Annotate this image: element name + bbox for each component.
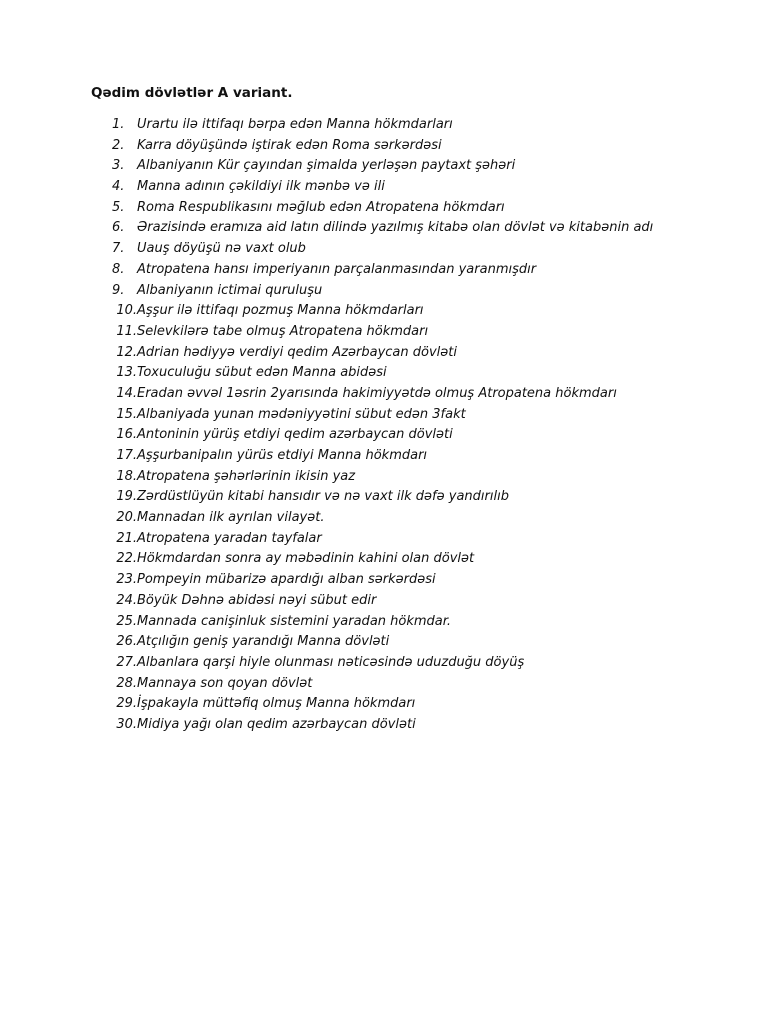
list-item — [112, 156, 752, 177]
list-item-text: Karra döyüşündə iştirak edən Roma sərkərdəsi — [137, 137, 442, 153]
list-item-number: 28. — [116, 675, 137, 691]
list-item — [112, 425, 752, 446]
question-list — [112, 115, 752, 736]
list-item-text: Albaniyada yunan mədəniyyətini sübut edən 3fakt — [137, 406, 466, 422]
list-item-number: 3. — [112, 158, 125, 174]
list-item — [112, 694, 752, 715]
list-item-text: Böyük Dəhnə abidəsi nəyi sübut edir — [137, 592, 377, 608]
list-item — [112, 363, 752, 384]
list-item — [112, 446, 752, 467]
list-item-number: 29. — [116, 696, 137, 712]
list-item-text: Atropatena şəhərlərinin ikisin yaz — [137, 468, 356, 484]
list-item-text: Albaniyanın Kür çayından şimalda yerləşən paytaxt şəhəri — [137, 158, 516, 174]
list-item — [112, 549, 752, 570]
list-item-text: Antoninin yürüş etdiyi qedim azərbaycan dövləti — [137, 427, 453, 443]
list-item — [112, 591, 752, 612]
list-item-number: 7. — [112, 241, 125, 257]
list-item-text: Atropatena hansı imperiyanın parçalanmasından yaranmışdır — [137, 261, 537, 277]
list-item-text: Aşşur ilə ittifaqı pozmuş Manna hökmdarları — [137, 303, 424, 319]
list-item — [112, 281, 752, 302]
list-item-number: 16. — [116, 427, 137, 443]
list-item — [112, 529, 752, 550]
list-item-text: Roma Respublikasını məğlub edən Atropatena hökmdarı — [137, 199, 505, 215]
list-item-number: 30. — [116, 716, 137, 732]
list-item-text: Atropatena yaradan tayfalar — [137, 530, 322, 546]
list-item-text: Uauş döyüşü nə vaxt olub — [137, 241, 306, 257]
list-item-text: Toxuculuğu sübut edən Manna abidəsi — [137, 365, 387, 381]
list-item — [112, 612, 752, 633]
list-item-number: 25. — [116, 613, 137, 629]
list-item-text: Eradan əvvəl 1əsrin 2yarısında hakimiyyətdə olmuş Atropatena hökmdarı — [137, 385, 617, 401]
list-item — [112, 632, 752, 653]
list-item-text: İşpakayla müttəfiq olmuş Manna hökmdarı — [137, 696, 416, 712]
list-item — [112, 198, 752, 219]
list-item-text: Adrian hədiyyə verdiyi qedim Azərbaycan dövləti — [137, 344, 457, 360]
list-item-text: Zərdüstlüyün kitabi hansıdır və nə vaxt ilk dəfə yandırılıb — [137, 489, 509, 505]
list-item — [112, 715, 752, 736]
list-item-number: 19. — [116, 489, 137, 505]
list-item-text: Mannadan ilk ayrılan vilayət. — [137, 510, 325, 526]
list-item-number: 22. — [116, 551, 137, 567]
list-item-number: 10. — [116, 303, 137, 319]
list-item-number: 21. — [116, 530, 137, 546]
list-item-number: 27. — [116, 654, 137, 670]
list-item-text: Albaniyanın ictimai quruluşu — [137, 282, 323, 298]
list-item-number: 20. — [116, 510, 137, 526]
list-item-number: 14. — [116, 385, 137, 401]
list-item — [112, 177, 752, 198]
list-item — [112, 343, 752, 364]
list-item — [112, 570, 752, 591]
list-item-number: 1. — [112, 117, 125, 132]
list-item-text: Mannaya son qoyan dövlət — [137, 675, 313, 691]
list-item — [112, 322, 752, 343]
list-item-text: Atçılığın geniş yarandığı Manna dövləti — [137, 634, 390, 650]
list-item — [112, 653, 752, 674]
list-item-text: Aşşurbanipalın yürüs etdiyi Manna hökmdarı — [137, 448, 428, 463]
list-item-number: 5. — [112, 199, 125, 215]
list-item-number: 2. — [112, 137, 125, 153]
list-item — [112, 508, 752, 529]
list-item-text: Selevkilərə tabe olmuş Atropatena hökmdarı — [137, 323, 429, 339]
list-item — [112, 405, 752, 426]
list-item-number: 12. — [116, 344, 137, 360]
list-item-number: 18. — [116, 468, 137, 484]
list-item — [112, 239, 752, 260]
list-item — [112, 384, 752, 405]
list-item-number: 6. — [112, 220, 125, 236]
list-item-number: 8. — [112, 261, 125, 277]
list-item — [112, 487, 752, 508]
list-item-number: 17. — [116, 448, 137, 463]
list-item — [112, 136, 752, 157]
list-item-number: 9. — [112, 282, 125, 298]
list-item-number: 23. — [116, 572, 137, 588]
list-item — [112, 260, 752, 281]
list-item — [112, 467, 752, 488]
list-item — [112, 218, 752, 239]
list-item-number: 26. — [116, 634, 137, 650]
list-item-number: 13. — [116, 365, 137, 381]
list-item-text: Urartu ilə ittifaqı bərpa edən Manna hökmdarları — [137, 117, 453, 132]
list-item-text: Mannada canişinluk sistemini yaradan hökmdar. — [137, 613, 452, 629]
document-title: Qədim dövlətlər A variant. — [91, 85, 293, 101]
list-item-text: Pompeyin mübarizə apardığı alban sərkərdəsi — [137, 572, 436, 588]
list-item — [112, 674, 752, 695]
list-item-text: Hökmdardan sonra ay məbədinin kahini olan dövlət — [137, 551, 475, 567]
list-item-text: Ərazisində eramıza aid latın dilində yazılmış kitabə olan dövlət və kitabənin adı — [137, 220, 654, 236]
list-item-number: 4. — [112, 179, 125, 195]
list-item-text: Manna adının çəkildiyi ilk mənbə və ili — [137, 179, 385, 195]
list-item-text: Albanlara qarşi hiyle olunması nəticəsində uduzduğu döyüş — [137, 654, 525, 670]
list-item-number: 24. — [116, 592, 137, 608]
list-item-text: Midiya yağı olan qedim azərbaycan dövləti — [137, 716, 416, 732]
list-item — [112, 301, 752, 322]
list-item — [112, 115, 752, 136]
list-item-number: 15. — [116, 406, 137, 422]
list-item-number: 11. — [116, 323, 137, 339]
